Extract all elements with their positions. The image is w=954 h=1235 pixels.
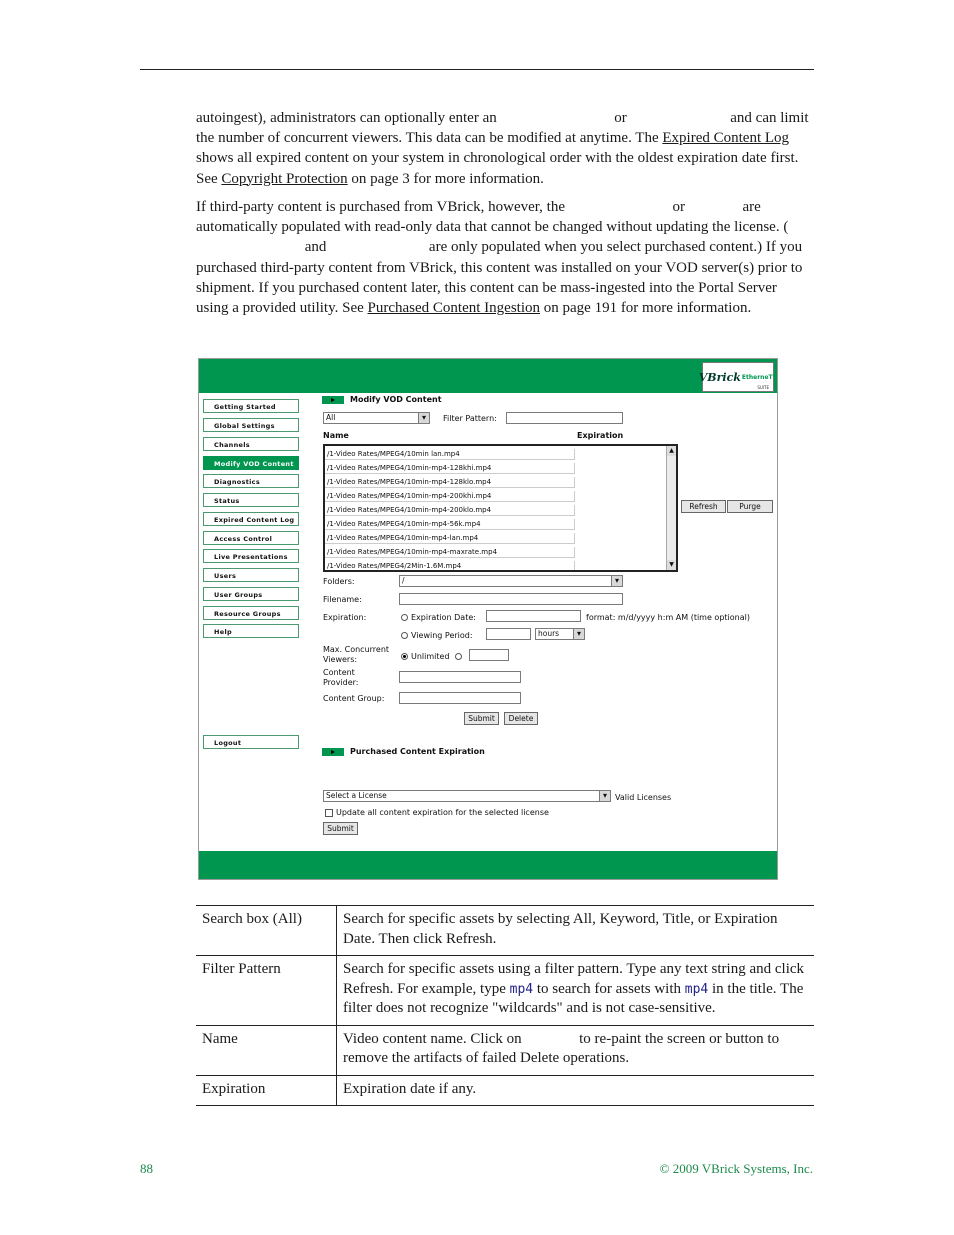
field-cell: Name <box>196 1025 337 1075</box>
filename-input[interactable] <box>399 593 623 605</box>
update-all-option[interactable] <box>325 808 549 817</box>
unlimited-radio[interactable] <box>401 653 408 660</box>
expiration-date-option-label: Expiration Date: <box>411 613 476 622</box>
p2-text-b: or <box>672 199 686 215</box>
p1-text-c: and can limit the number of concurrent viewers. This data can be modified at anytime. The <box>196 110 809 147</box>
viewing-period-radio[interactable] <box>401 632 408 639</box>
purchased-content-ingestion-link[interactable]: Purchased Content Ingestion <box>367 300 540 317</box>
search-select[interactable]: All ▾ <box>323 412 430 424</box>
submit-license-button[interactable]: Submit <box>323 822 358 835</box>
date-format-hint: format: m/d/yyyy h:m AM (time optional) <box>586 613 750 622</box>
list-scrollbar[interactable] <box>666 446 676 570</box>
p2-text-e: are only populated when you select purchased content.) If you purchased third-party content from VBrick, this content was installed on your VOD server(s) prior to shipment. If you purchased content later, this content can be mass-ingested into the Portal Server using a provided utility. See <box>196 239 803 317</box>
vod-content-list[interactable] <box>323 444 678 572</box>
filter-pattern-label: Filter Pattern: <box>443 414 497 423</box>
modify-vod-screenshot <box>198 358 778 880</box>
description-text: in the title. The filter does not recognize "wildcards" and is not case-sensitive. <box>343 980 804 1016</box>
name-column-header: Name <box>323 431 349 440</box>
description-text: to re-paint the screen or button to remove the artifacts of failed Delete operations. <box>343 1030 780 1066</box>
description-cell: Search for specific assets by selecting All, Keyword, Title, or Expiration Date. Then click Refresh. <box>337 906 815 956</box>
viewing-period-option[interactable] <box>401 631 473 640</box>
purchased-arrow-icon <box>322 748 344 756</box>
table-row <box>196 1075 814 1106</box>
expiration-date-input[interactable] <box>486 610 581 622</box>
nav-user-groups[interactable]: User Groups <box>203 587 299 601</box>
header-rule <box>140 69 814 70</box>
logo-main-text: VBrick <box>698 370 741 384</box>
header-bar <box>199 359 777 393</box>
copyright-footer: © 2009 VBrick Systems, Inc. <box>659 1161 813 1176</box>
unlimited-option-label: Unlimited <box>411 652 450 661</box>
description-cell: Expiration date if any. <box>337 1075 815 1106</box>
list-item[interactable]: /1-Video Rates/MPEG4/10min-mp4-128khi.mp4 <box>325 463 575 474</box>
list-item[interactable]: /1-Video Rates/MPEG4/10min lan.mp4 <box>325 449 575 460</box>
max-viewers-label: Max. Concurrent Viewers: <box>323 645 390 664</box>
content-group-label: Content Group: <box>323 694 385 703</box>
page-number: 88 <box>140 1161 153 1176</box>
field-cell: Expiration <box>196 1075 337 1106</box>
nav-expired-content-log[interactable]: Expired Content Log <box>203 512 299 526</box>
list-item[interactable]: /1-Video Rates/MPEG4/10min-mp4-maxrate.mp4 <box>325 547 575 558</box>
folders-select[interactable]: / ▾ <box>399 575 623 587</box>
description-cell <box>337 1025 815 1075</box>
code-sample: mp4 <box>684 981 709 997</box>
p2-text-c: are automatically populated with read-only data that cannot be changed without updating the license. ( <box>196 199 789 236</box>
content-provider-label: Content Provider: <box>323 668 359 687</box>
p1-text-a: autoingest), administrators can optionally enter an <box>196 110 497 126</box>
limited-radio[interactable] <box>455 653 462 660</box>
field-cell: Search box (All) <box>196 906 337 956</box>
content-provider-input[interactable] <box>399 671 521 683</box>
logo-suite-text: SUITE <box>757 385 769 390</box>
list-item[interactable]: /1-Video Rates/MPEG4/10min-mp4-56k.mp4 <box>325 519 575 530</box>
table-row <box>196 906 814 956</box>
paragraph-1 <box>196 108 812 189</box>
p2-text-a: If third-party content is purchased from VBrick, however, the <box>196 199 566 215</box>
expiration-date-option[interactable] <box>401 613 476 622</box>
field-description-table <box>196 905 814 1106</box>
list-item[interactable]: /1-Video Rates/MPEG4/10min-mp4-lan.mp4 <box>325 533 575 544</box>
p1-text-b: or <box>614 110 627 126</box>
filename-label: Filename: <box>323 595 362 604</box>
list-item[interactable]: /1-Video Rates/MPEG4/10min-mp4-200klo.mp4 <box>325 505 575 516</box>
table-row <box>196 956 814 1026</box>
update-all-checkbox[interactable] <box>325 809 333 817</box>
update-all-label: Update all content expiration for the selected license <box>336 808 549 817</box>
description-text: Search for specific assets using a filter pattern. Type any text string and click Refresh. For example, type <box>343 961 805 997</box>
max-viewers-input[interactable] <box>469 649 509 661</box>
logo-sub-text: EtherneTV <box>741 373 778 381</box>
description-cell <box>337 956 815 1026</box>
purchased-title: Purchased Content Expiration <box>350 747 485 756</box>
modify-vod-title: Modify VOD Content <box>350 395 442 404</box>
table-row <box>196 1025 814 1075</box>
folders-label: Folders: <box>323 577 355 586</box>
nav-users[interactable]: Users <box>203 568 299 582</box>
p2-text-f: on page 191 for more information. <box>543 300 752 317</box>
list-item[interactable]: /1-Video Rates/MPEG4/10min-mp4-128klo.mp4 <box>325 477 575 488</box>
expiration-label: Expiration: <box>323 613 367 622</box>
nav-logout[interactable]: Logout <box>203 735 299 749</box>
license-select[interactable]: Select a License ▾ <box>323 790 611 802</box>
nav-modify-vod-content[interactable]: Modify VOD Content <box>203 456 299 470</box>
nav-help[interactable]: Help <box>203 624 299 638</box>
content-group-input[interactable] <box>399 692 521 704</box>
scroll-down-icon[interactable]: ▼ <box>667 560 676 570</box>
nav-getting-started[interactable]: Getting Started <box>203 399 299 413</box>
p1-text-d: shows all expired content on your system in chronological order with the oldest expiration date first. See <box>196 150 799 187</box>
expiration-column-header: Expiration <box>577 431 624 440</box>
scroll-up-icon[interactable]: ▲ <box>667 446 676 456</box>
delete-button[interactable]: Delete <box>504 712 538 725</box>
field-cell: Filter Pattern <box>196 956 337 1026</box>
purge-button[interactable]: Purge <box>727 500 773 513</box>
copyright-protection-link[interactable]: Copyright Protection <box>221 170 348 187</box>
submit-button[interactable]: Submit <box>464 712 499 725</box>
vbrick-logo <box>698 362 778 392</box>
filter-pattern-input[interactable] <box>506 412 623 424</box>
nav-global-settings[interactable]: Global Settings <box>203 418 299 432</box>
expired-content-log-link[interactable]: Expired Content Log <box>662 130 790 147</box>
nav-channels[interactable]: Channels <box>203 437 299 451</box>
period-unit-select[interactable]: hours ▾ <box>535 628 585 640</box>
nav-access-control[interactable]: Access Control <box>203 531 299 545</box>
nav-resource-groups[interactable]: Resource Groups <box>203 606 299 620</box>
nav-status[interactable]: Status <box>203 493 299 507</box>
description-text: Video content name. Click on <box>343 1030 522 1047</box>
p1-text-e: on page 3 for more information. <box>351 170 544 187</box>
viewing-period-option-label: Viewing Period: <box>411 631 473 640</box>
unlimited-option[interactable] <box>401 652 465 661</box>
paragraph-2 <box>196 197 812 318</box>
section-arrow-icon <box>322 396 344 404</box>
footer-bar <box>199 851 777 879</box>
p2-text-d: and <box>304 239 327 256</box>
list-item[interactable]: /1-Video Rates/MPEG4/10min-mp4-200khi.mp4 <box>325 491 575 502</box>
list-item[interactable]: /1-Video Rates/MPEG4/2Min-1.6M.mp4 <box>325 561 575 572</box>
viewing-period-input[interactable] <box>486 628 531 640</box>
description-text: to search for assets with <box>536 980 681 997</box>
valid-licenses-label: Valid Licenses <box>615 793 672 802</box>
nav-diagnostics[interactable]: Diagnostics <box>203 474 299 488</box>
expiration-date-radio[interactable] <box>401 614 408 621</box>
code-sample: mp4 <box>509 981 534 997</box>
refresh-button[interactable]: Refresh <box>681 500 726 513</box>
nav-live-presentations[interactable]: Live Presentations <box>203 549 299 563</box>
